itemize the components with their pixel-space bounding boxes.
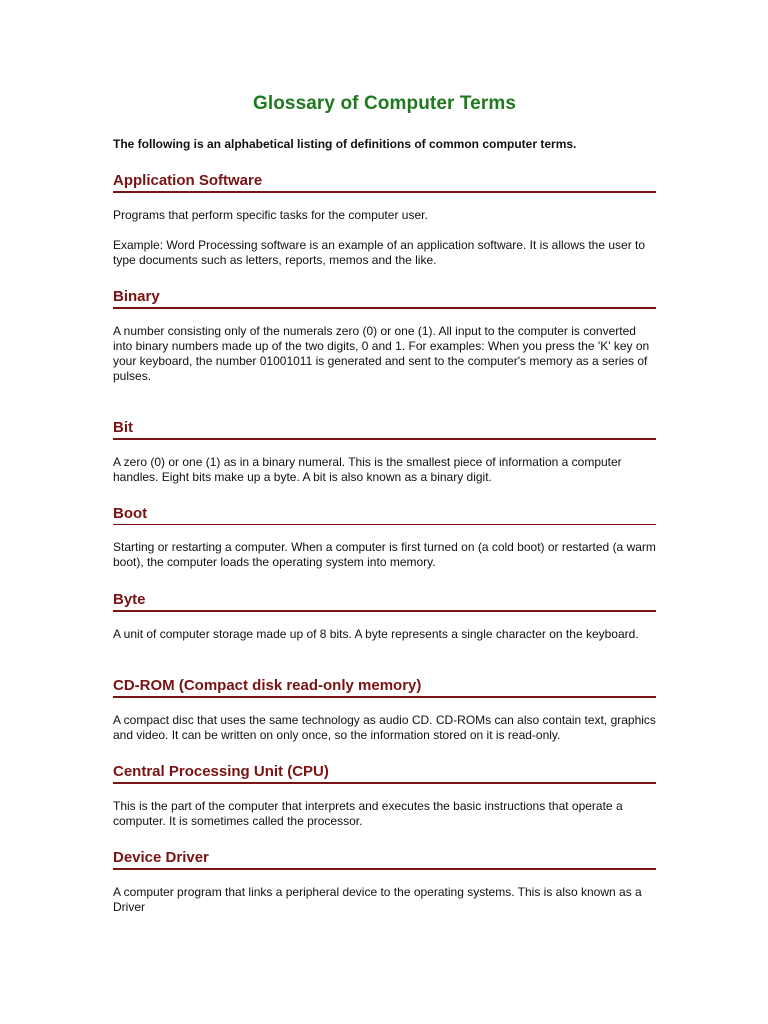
glossary-entry-cpu [113, 763, 656, 829]
term-definition [113, 540, 656, 570]
term-heading: Byte [113, 591, 656, 612]
definition-paragraph: Example: Word Processing software is an example of an application software. It is allows the user to type documents such as letters, reports, memos and the like. [113, 238, 646, 267]
definition-paragraph: This is the part of the computer that interprets and executes the basic instructions that operate a computer. It is sometimes called the processor. [113, 799, 623, 828]
glossary-entry-binary [113, 288, 656, 384]
term-heading: Bit [113, 419, 656, 440]
glossary-entry-bit [113, 419, 656, 485]
definition-paragraph: A number consisting only of the numerals zero (0) or one (1). All input to the computer is converted into binary numbers made up of the two digits, 0 and 1. For examples: When you press the 'K' key on your keyboard, the number 01001011 is generated and sent to the computer's memory as a series of pulses. [113, 324, 650, 383]
term-definition [113, 627, 656, 642]
term-heading: Binary [113, 288, 656, 309]
definition-paragraph: A computer program that links a peripheral device to the operating systems. This is also known as a Driver [113, 885, 642, 914]
glossary-entry-application-software [113, 172, 656, 268]
definition-paragraph: A compact disc that uses the same technology as audio CD. CD-ROMs can also contain text, graphics and video. It can be written on only once, so the information stored on it is read-only. [113, 713, 656, 742]
term-definition [113, 713, 656, 743]
term-definition [113, 455, 656, 485]
term-definition [113, 885, 656, 915]
glossary-entry-boot [113, 505, 656, 570]
glossary-entry-cd-rom [113, 677, 656, 743]
intro-text: The following is an alphabetical listing of definitions of common computer terms. [113, 137, 577, 151]
term-heading: CD-ROM (Compact disk read-only memory) [113, 677, 656, 698]
term-heading: Boot [113, 505, 656, 525]
term-definition [113, 208, 656, 268]
definition-paragraph: A zero (0) or one (1) as in a binary numeral. This is the smallest piece of information a computer handles. Eight bits make up a byte. A bit is also known as a binary digit. [113, 455, 622, 484]
definition-paragraph: Starting or restarting a computer. When a computer is first turned on (a cold boot) or restarted (a warm boot), the computer loads the operating system into memory. [113, 540, 656, 569]
term-definition [113, 799, 656, 829]
term-heading: Central Processing Unit (CPU) [113, 763, 656, 784]
glossary-entry-device-driver [113, 849, 656, 915]
term-heading: Device Driver [113, 849, 656, 870]
page-title: Glossary of Computer Terms [252, 93, 517, 114]
term-definition [113, 324, 656, 384]
definition-paragraph: A unit of computer storage made up of 8 bits. A byte represents a single character on the keyboard. [113, 627, 639, 641]
definition-paragraph: Programs that perform specific tasks for the computer user. [113, 208, 428, 222]
glossary-entry-byte [113, 591, 656, 642]
term-heading: Application Software [113, 172, 656, 193]
